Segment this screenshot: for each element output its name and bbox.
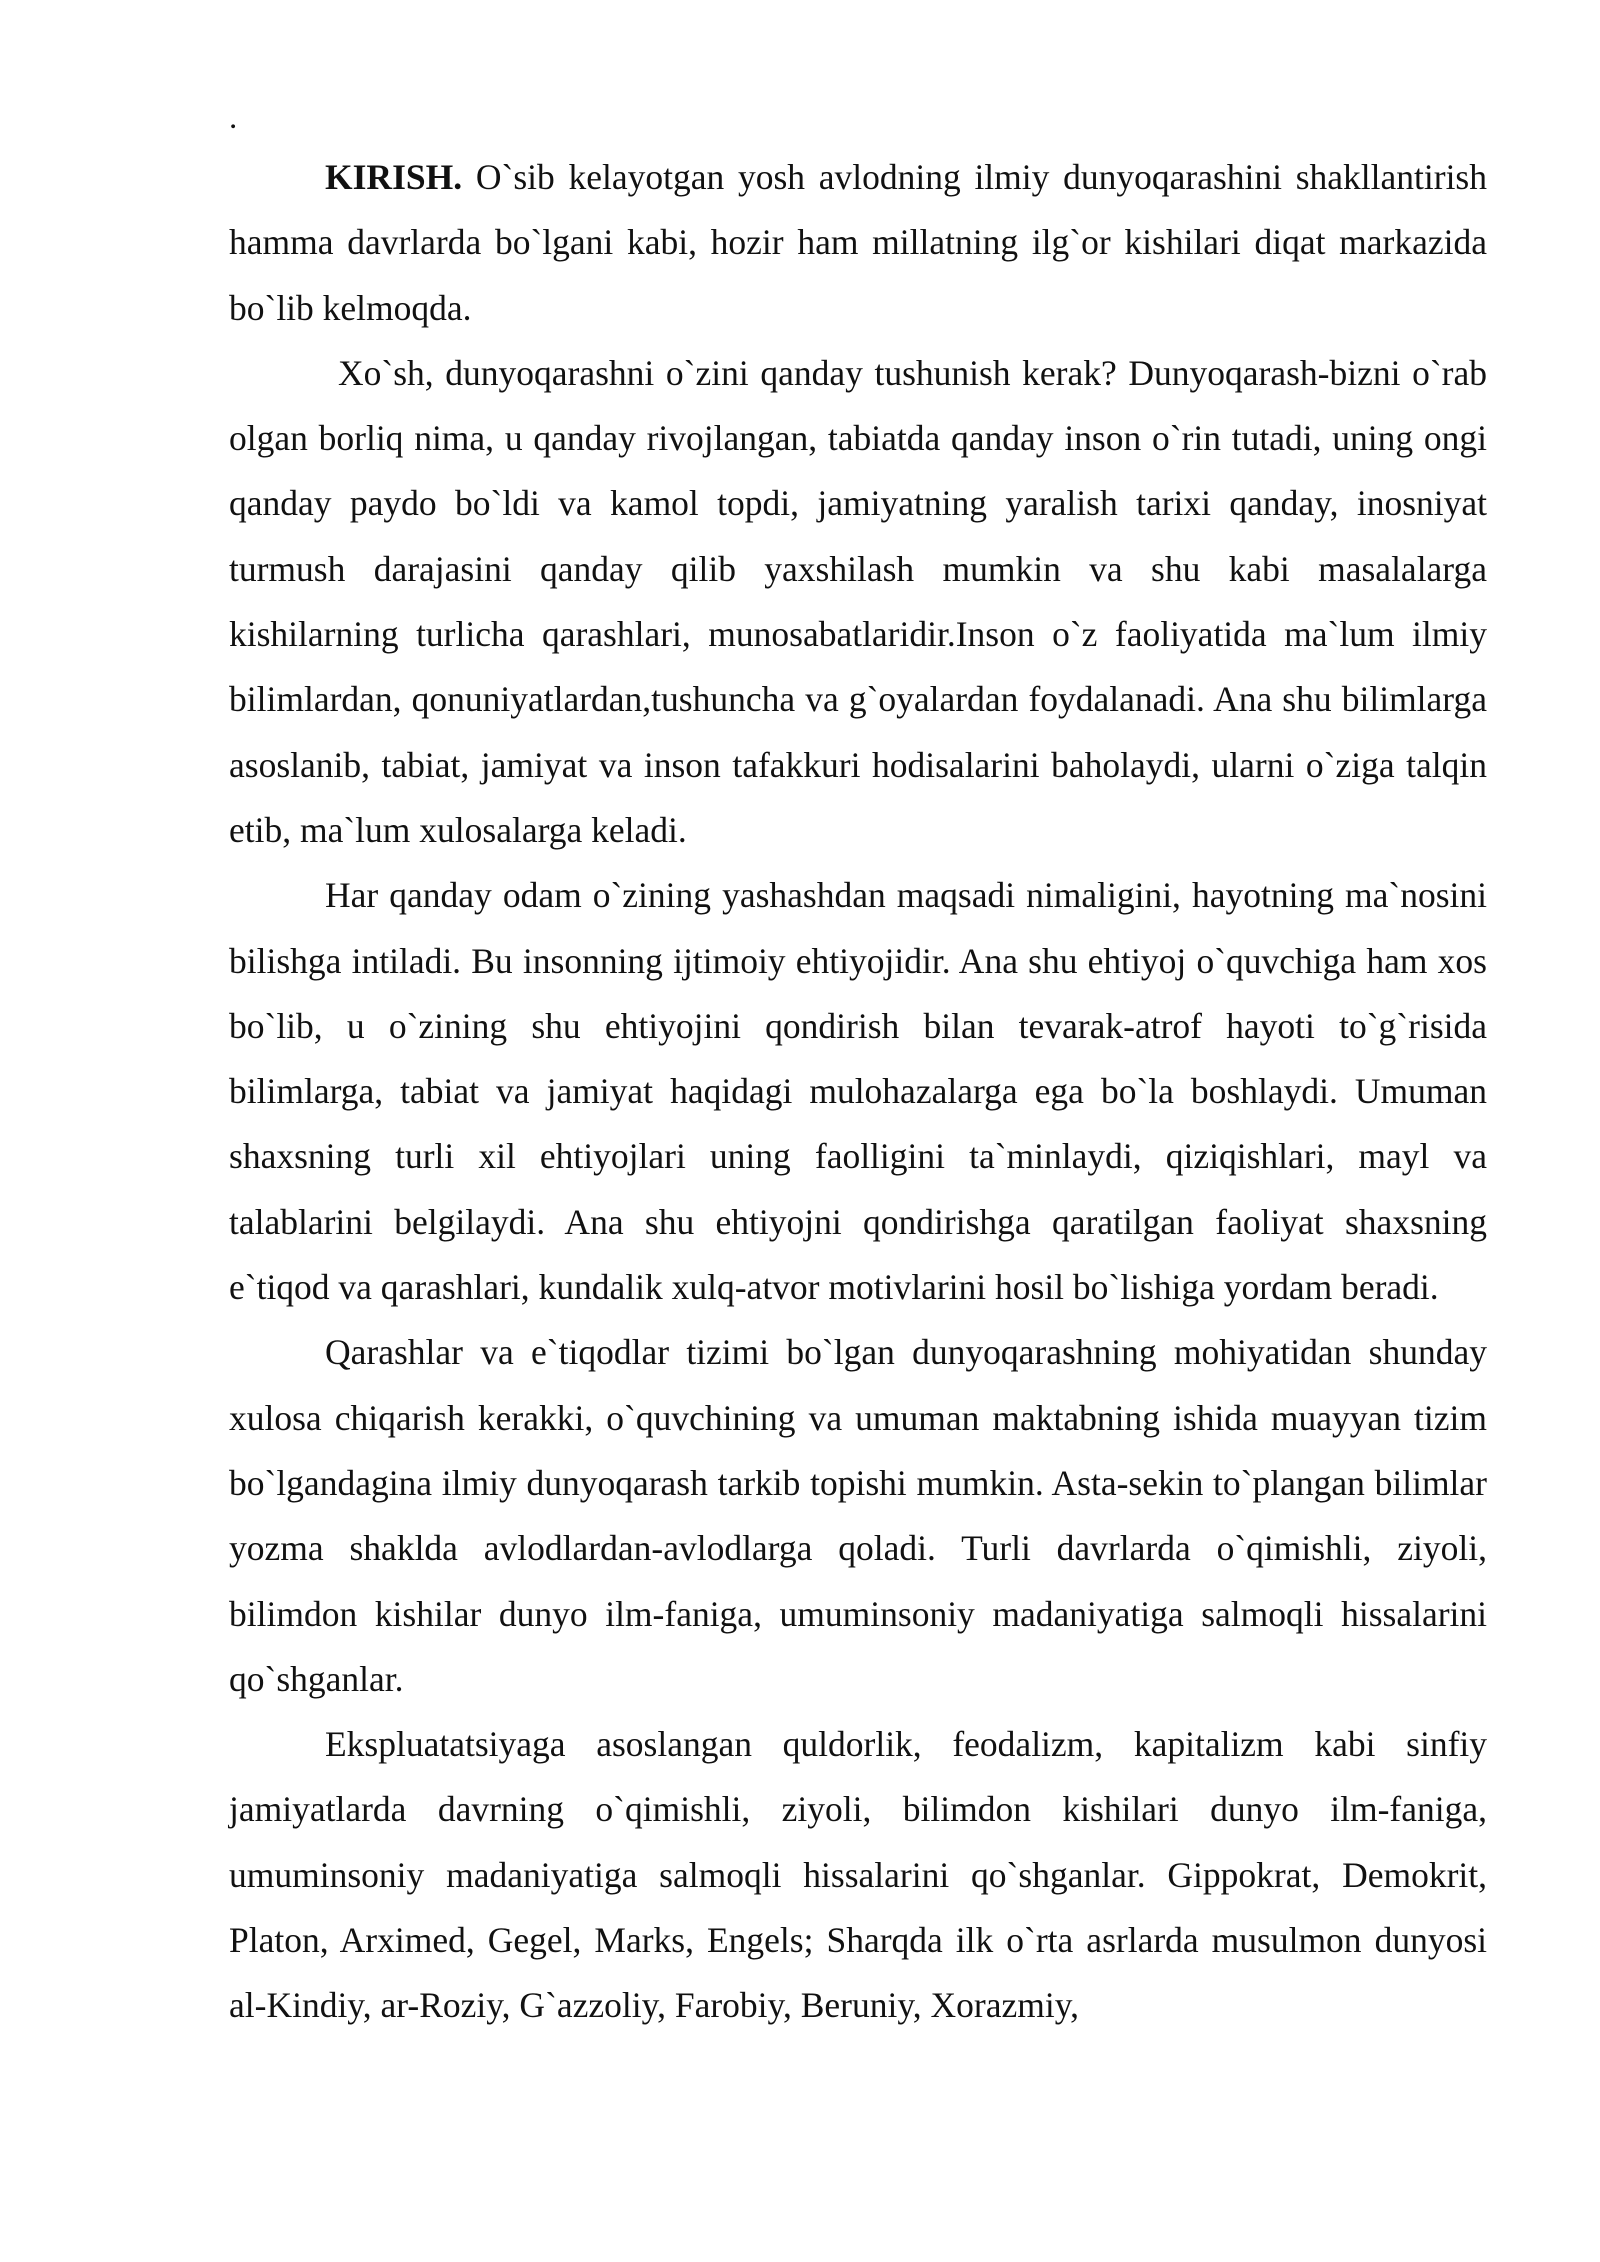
paragraph-intro	[229, 145, 1487, 341]
paragraph: Ekspluatatsiyaga asoslangan quldorlik, feodalizm, kapitalizm kabi sinfiy jamiyatlarda davrning o`qimishli, ziyoli, bilimdon kishilari dunyo ilm-faniga, umuminsoniy madaniyatiga salmoqli hissalarini qo`shganlar. Gippokrat, Demokrit, Platon, Arximed, Gegel, Marks, Engels; Sharqda ilk o`rta asrlarda musulmon dunyosi al-Kindiy, ar-Roziy, G`azzoliy, Farobiy, Beruniy, Xorazmiy,	[229, 1724, 1487, 2026]
paragraph-text: O`sib kelayotgan yosh avlodning ilmiy dunyoqarashini shakllantirish hamma davrlarda bo`lgani kabi, hozir ham millatning ilg`or kishilari diqat markazida bo`lib kelmoqda.	[229, 157, 1488, 328]
document-body	[229, 145, 1487, 2039]
paragraph: Har qanday odam o`zining yashashdan maqsadi nimaligini, hayotning ma`nosini bilishga intiladi. Bu insonning ijtimoiy ehtiyojidir. Ana shu ehtiyoj o`quvchiga ham xos bo`lib, u o`zining shu ehtiyojini qondirish bilan tevarak-atrof hayoti to`g`risida bilimlarga, tabiat va jamiyat haqidagi mulohazalarga ega bo`la boshlaydi. Umuman shaxsning turli xil ehtiyojlari uning faolligini ta`minlaydi, qiziqishlari, mayl va talablarini belgilaydi. Ana shu ehtiyojni qondirishga qaratilgan faoliyat shaxsning e`tiqod va qarashlari, kundalik xulq-atvor motivlarini hosil bo`lishiga yordam beradi.	[229, 875, 1487, 1308]
paragraph: Qarashlar va e`tiqodlar tizimi bo`lgan dunyoqarashning mohiyatidan shunday xulosa chiqarish kerakki, o`quvchining va umuman maktabning ishida muayyan tizim bo`lgandagina ilmiy dunyoqarash tarkib topishi mumkin. Asta-sekin to`plangan bilimlar yozma shaklda avlodlardan-avlodlarga qoladi. Turli davrlarda o`qimishli, ziyoli, bilimdon kishilar dunyo ilm-faniga, umuminsoniy madaniyatiga salmoqli hissalarini qo`shganlar.	[229, 1332, 1487, 1699]
top-mark: .	[229, 100, 238, 136]
section-heading: KIRISH.	[325, 157, 463, 197]
paragraph: Xo`sh, dunyoqarashni o`zini qanday tushunish kerak? Dunyoqarash-bizni o`rab olgan borliq nima, u qanday rivojlangan, tabiatda qanday inson o`rin tutadi, uning ongi qanday paydo bo`ldi va kamol topdi, jamiyatning yaralish tarixi qanday, inosniyat turmush darajasini qanday qilib yaxshilash mumkin va shu kabi masalalarga kishilarning turlicha qarashlari, munosabatlaridir.Inson o`z faoliyatida ma`lum ilmiy bilimlardan, qonuniyatlardan,tushuncha va g`oyalardan foydalanadi. Ana shu bilimlarga asoslanib, tabiat, jamiyat va inson tafakkuri hodisalarini baholaydi, ularni o`ziga talqin etib, ma`lum xulosalarga keladi.	[229, 352, 1487, 850]
